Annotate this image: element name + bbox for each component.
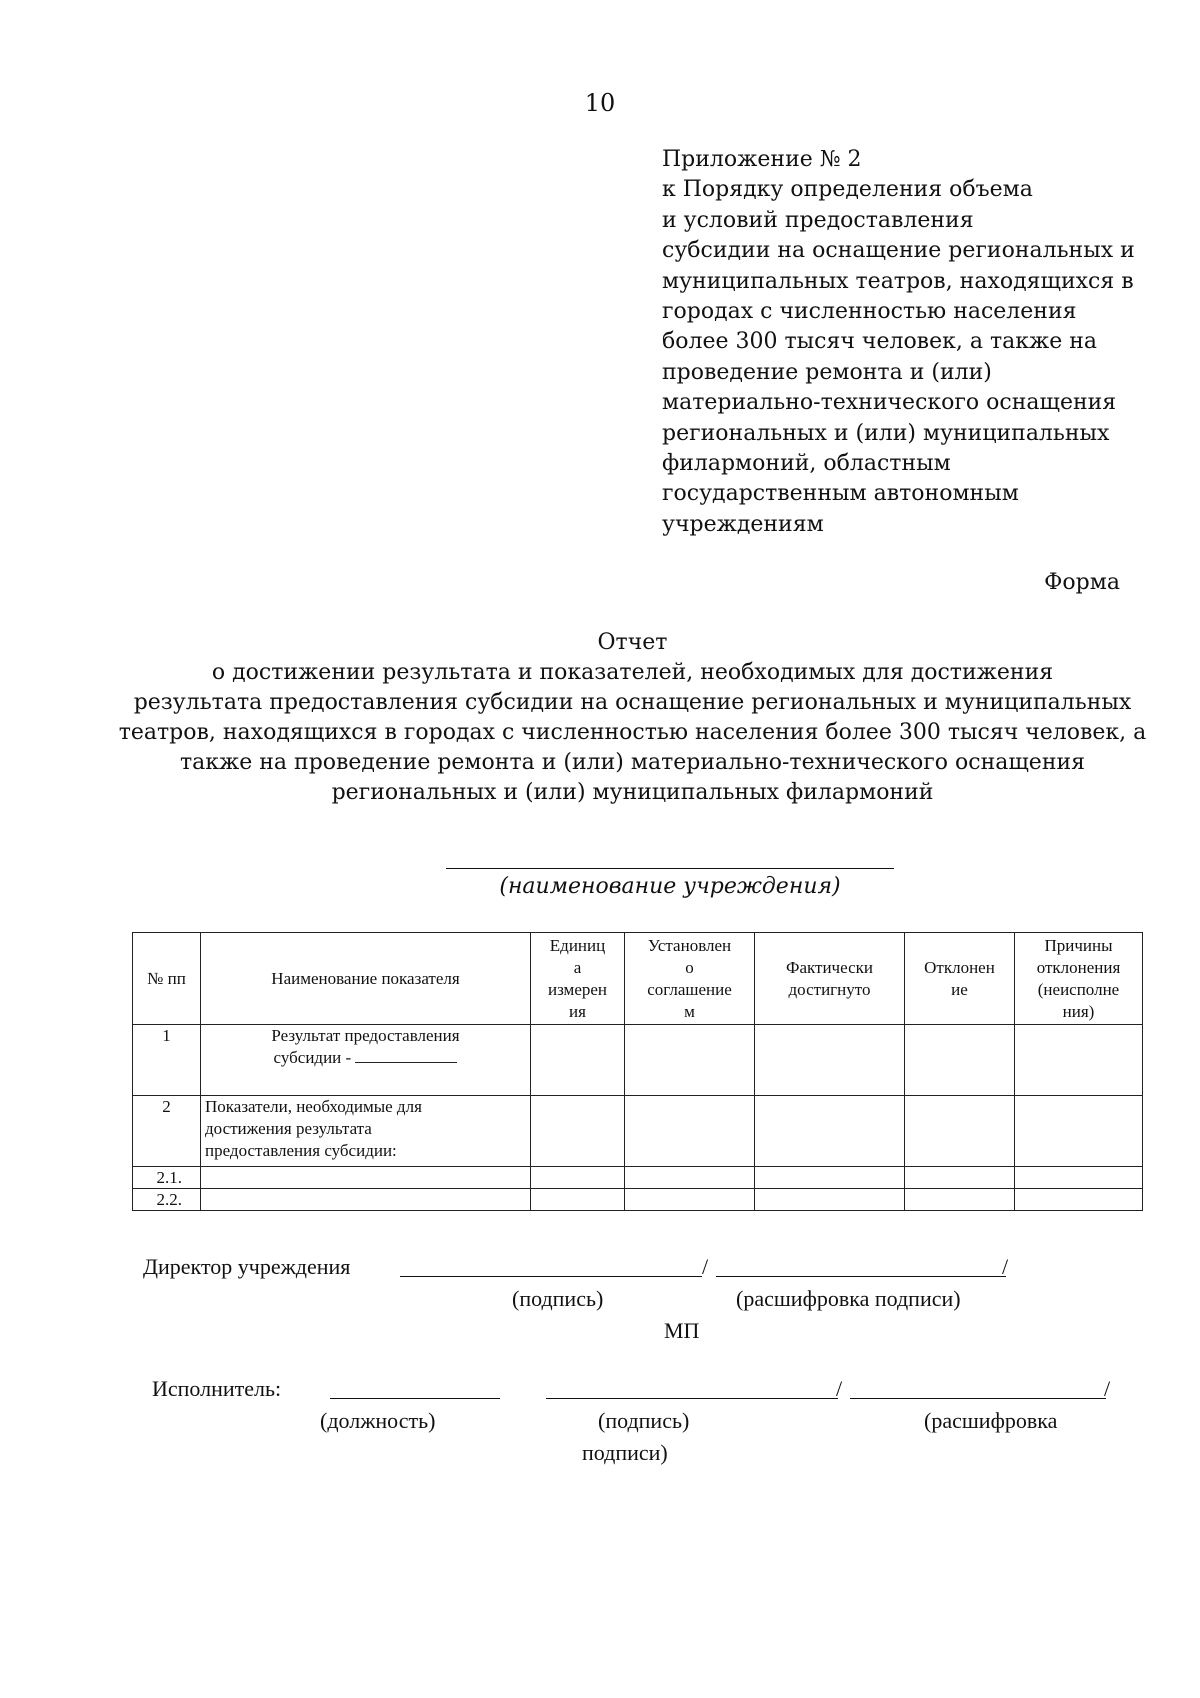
row-number: 2 (133, 1096, 201, 1167)
table-cell[interactable] (531, 1167, 625, 1189)
table-cell[interactable] (201, 1189, 531, 1211)
table-cell[interactable] (531, 1025, 625, 1096)
executor-label: Исполнитель: (152, 1376, 282, 1401)
appendix-line: Приложение № 2 (662, 147, 862, 172)
appendix-line: государственным автономным (662, 481, 1019, 507)
header-agreement-line: соглашение (647, 979, 732, 999)
header-deviation-line: ие (951, 979, 968, 999)
report-title (0, 628, 1200, 808)
header-unit (531, 933, 625, 1025)
table-cell[interactable] (755, 1025, 905, 1096)
header-reasons-line: Причины (1044, 935, 1113, 955)
header-name: Наименование показателя (201, 933, 531, 1025)
header-agreement (625, 933, 755, 1025)
executor-signature-field[interactable] (546, 1398, 838, 1399)
table-header-row (133, 933, 1143, 1025)
indicators-table (132, 932, 1143, 1211)
table-cell[interactable] (531, 1189, 625, 1211)
director-signature-field[interactable] (400, 1276, 702, 1277)
report-heading: Отчет (597, 630, 668, 655)
header-actual (755, 933, 905, 1025)
header-actual-line: достигнуто (788, 979, 871, 999)
table-cell[interactable] (201, 1167, 531, 1189)
table-cell[interactable] (625, 1189, 755, 1211)
table-cell[interactable] (755, 1167, 905, 1189)
appendix-line: городах с численностью населения (662, 299, 1077, 325)
executor-signature-caption: (подпись) (598, 1408, 690, 1433)
header-no: № пп (133, 933, 201, 1025)
executor-decoding-caption-cont: подписи) (582, 1440, 668, 1465)
stamp-label: МП (664, 1318, 700, 1343)
table-cell[interactable] (625, 1167, 755, 1189)
director-decoding-field[interactable] (716, 1276, 1006, 1277)
appendix-line: муниципальных театров, находящихся в (662, 268, 1134, 294)
header-reasons-line: отклонения (1036, 957, 1121, 977)
header-deviation (905, 933, 1015, 1025)
executor-decoding-caption: (расшифровка (924, 1408, 1058, 1433)
table-cell[interactable] (905, 1189, 1015, 1211)
appendix-line: субсидии на оснащение региональных и (662, 238, 1135, 264)
table-cell[interactable] (1015, 1025, 1143, 1096)
row-name-line: достижения результата (205, 1119, 372, 1138)
appendix-line: и условий предоставления (662, 207, 974, 233)
row-number: 2.1. (133, 1167, 201, 1189)
table-cell[interactable] (905, 1167, 1015, 1189)
table-cell[interactable] (625, 1025, 755, 1096)
page-number: 10 (584, 89, 616, 117)
row-name (201, 1025, 531, 1096)
row-number: 2.2. (133, 1189, 201, 1211)
executor-slash-end: / (1104, 1376, 1111, 1401)
header-reasons-line: ния) (1062, 1001, 1095, 1021)
result-name-field[interactable] (355, 1047, 457, 1063)
header-reasons-line: (неисполне (1037, 979, 1120, 999)
appendix-line: проведение ремонта и (или) (662, 359, 992, 385)
table-cell[interactable] (625, 1096, 755, 1167)
header-deviation-line: Отклонен (924, 957, 995, 977)
appendix-block (662, 145, 1135, 540)
report-title-line: также на проведение ремонта и (или) материально-технического оснащения (179, 750, 1086, 775)
header-reasons (1015, 933, 1143, 1025)
table-row (133, 1167, 1143, 1189)
row-name-line: Результат предоставления (271, 1026, 460, 1045)
executor-position-caption: (должность) (320, 1408, 436, 1433)
header-agreement-line: Установлен (647, 935, 732, 955)
form-label: Форма (1044, 570, 1120, 595)
director-label: Директор учреждения (143, 1254, 351, 1279)
report-title-line: региональных и (или) муниципальных филармоний (331, 780, 934, 805)
report-title-line: результата предоставления субсидии на оснащение региональных и муниципальных (133, 690, 1132, 715)
executor-decoding-field[interactable] (850, 1398, 1106, 1399)
appendix-line: к Порядку определения объема (662, 177, 1033, 203)
table-row (133, 1025, 1143, 1096)
appendix-line: учреждениям (662, 511, 824, 537)
row-name-line: Показатели, необходимые для (205, 1097, 422, 1116)
header-agreement-line: о (685, 957, 694, 977)
header-agreement-line: м (684, 1001, 695, 1021)
executor-slash: / (836, 1376, 843, 1401)
header-actual-line: Фактически (786, 957, 873, 977)
table-row (133, 1096, 1143, 1167)
appendix-line: более 300 тысяч человек, а также на (662, 329, 1098, 355)
institution-caption: (наименование учреждения) (499, 874, 841, 899)
header-unit-line: измерен (547, 979, 608, 999)
header-unit-line: Единиц (549, 935, 606, 955)
table-cell[interactable] (1015, 1189, 1143, 1211)
director-signature-caption: (подпись) (512, 1286, 604, 1311)
row-number: 1 (133, 1025, 201, 1096)
table-cell[interactable] (755, 1189, 905, 1211)
header-unit-line: а (573, 957, 582, 977)
table-cell[interactable] (755, 1096, 905, 1167)
executor-position-field[interactable] (330, 1398, 500, 1399)
header-unit-line: ия (569, 1001, 586, 1021)
report-title-line: о достижении результата и показателей, необходимых для достижения (211, 660, 1054, 685)
table-cell[interactable] (905, 1025, 1015, 1096)
table-cell[interactable] (905, 1096, 1015, 1167)
table-row (133, 1189, 1143, 1211)
row-name-text: субсидии - (273, 1048, 356, 1067)
appendix-line: филармоний, областным (662, 451, 951, 477)
row-name-line (205, 1047, 526, 1069)
table-cell[interactable] (1015, 1096, 1143, 1167)
director-decoding-caption: (расшифровка подписи) (736, 1286, 961, 1311)
table-cell[interactable] (1015, 1167, 1143, 1189)
institution-name-field[interactable] (446, 868, 894, 869)
report-title-line: театров, находящихся в городах с численностью населения более 300 тысяч человек, а (118, 720, 1147, 745)
appendix-line: региональных и (или) муниципальных (662, 420, 1110, 446)
row-name (201, 1096, 531, 1167)
appendix-line: материально-технического оснащения (662, 390, 1117, 416)
table-cell[interactable] (531, 1096, 625, 1167)
director-slash-end: / (1002, 1254, 1009, 1279)
row-name-line: предоставления субсидии: (205, 1141, 397, 1160)
director-slash: / (702, 1254, 709, 1279)
